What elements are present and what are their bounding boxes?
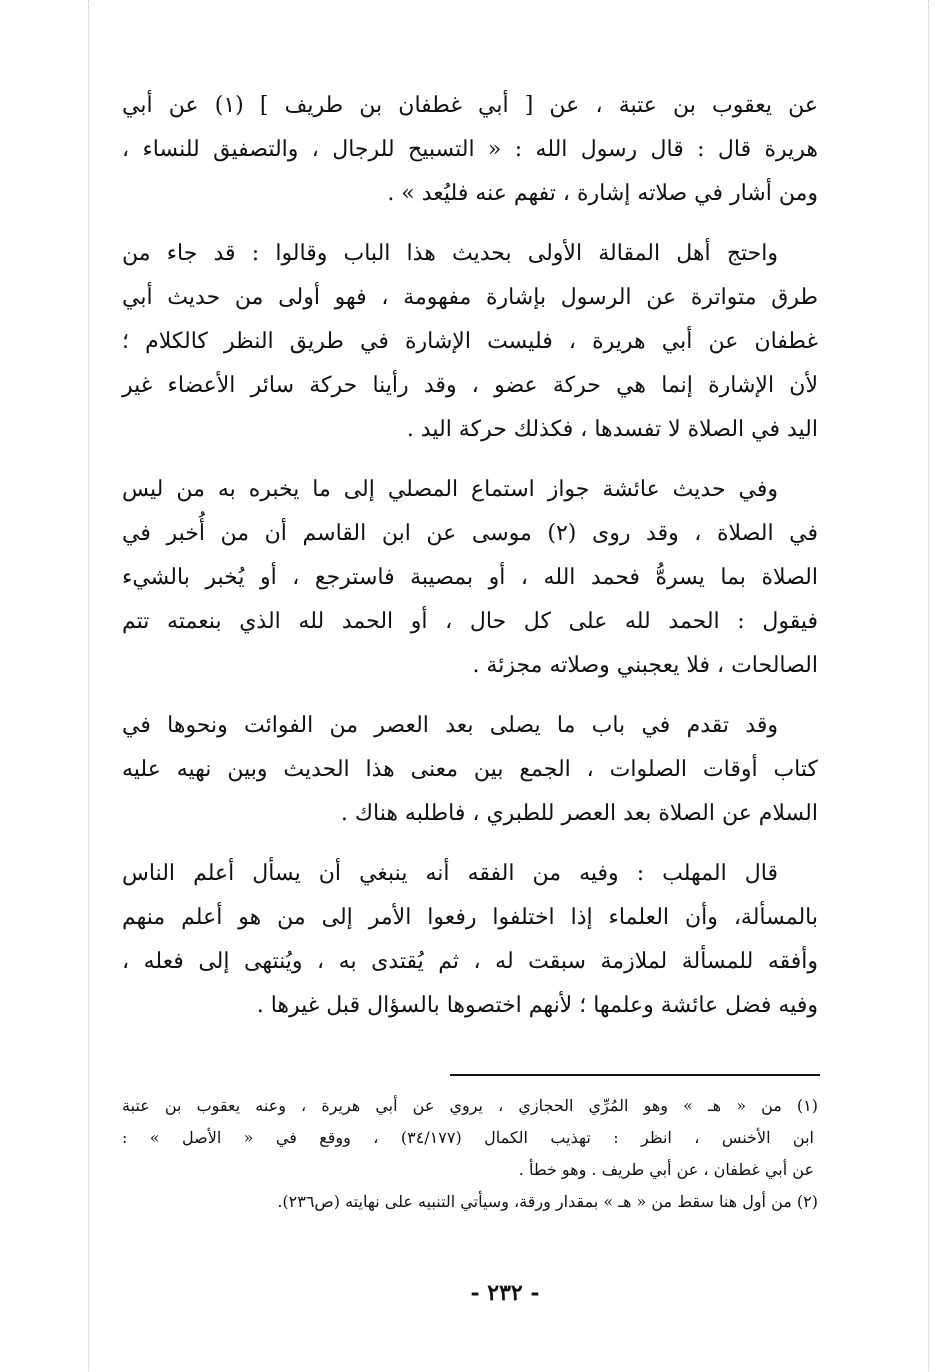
scan-edge-left <box>88 0 89 1372</box>
text-line: السلام عن الصلاة بعد العصر للطبري ، فاطلبه هناك . <box>340 801 818 826</box>
footnote-line: عن أبي غطفان ، عن أبي طريف . وهو خطأ . <box>518 1160 814 1179</box>
paragraph-4 <box>122 704 818 836</box>
text-line: وقد تقدم في باب ما يصلى بعد العصر من الفوائت ونحوها في <box>122 713 778 738</box>
text-line: عن يعقوب بن عتبة ، عن [ أبي غطفان بن طريف ] (١) عن أبي <box>122 93 819 118</box>
text-line: وفيه فضل عائشة وعلمها ؛ لأنهم اختصوها بالسؤال قبل غيرها . <box>256 993 818 1018</box>
text-line: كتاب أوقات الصلوات ، الجمع بين معنى هذا الحديث وبين نهيه عليه <box>122 757 818 782</box>
text-line: بالمسألة، وأن العلماء إذا اختلفوا رفعوا الأمر إلى من هو أعلم منهم <box>122 905 818 930</box>
main-text <box>122 84 818 1044</box>
footnote-divider <box>450 1074 820 1076</box>
footnotes <box>122 1090 818 1218</box>
text-line: غطفان عن أبي هريرة ، فليست الإشارة في طريق النظر كالكلام ؛ <box>122 329 818 354</box>
text-line: هريرة قال : قال رسول الله : « التسبيح للرجال ، والتصفيق للنساء ، <box>122 137 818 162</box>
paragraph-3 <box>122 468 818 688</box>
scan-edge-right <box>928 0 929 1372</box>
text-line: اليد في الصلاة لا تفسدها ، فكذلك حركة اليد . <box>406 417 818 442</box>
text-line: فيقول : الحمد لله على كل حال ، أو الحمد لله الذي بنعمته تتم <box>122 609 818 634</box>
footnote-1 <box>122 1090 818 1186</box>
text-line: قال المهلب : وفيه من الفقه أنه ينبغي أن يسأل أعلم الناس <box>122 861 778 886</box>
page-number: - ٢٣٢ - <box>470 1280 540 1306</box>
text-line: لأن الإشارة إنما هي حركة عضو ، وقد رأينا حركة سائر الأعضاء غير <box>122 373 818 398</box>
footnote-line: (١) من « هـ » وهو المُرِّي الحجازي ، يروي عن أبي هريرة ، وعنه يعقوب بن عتبة <box>122 1096 818 1115</box>
text-line: الصالحات ، فلا يعجبني وصلاته مجزئة . <box>472 653 818 678</box>
text-line: واحتج أهل المقالة الأولى بحديث هذا الباب وقالوا : قد جاء من <box>122 241 778 266</box>
text-line: في الصلاة ، وقد روى (٢) موسى عن ابن القاسم أن من أُخبر في <box>122 521 818 546</box>
footnote-line: (٢) من أول هنا سقط من « هـ » بمقدار ورقة، وسيأتي التنبيه على نهايته (ص٢٣٦). <box>277 1192 818 1211</box>
paragraph-5 <box>122 852 818 1028</box>
text-line: طرق متواترة عن الرسول بإشارة مفهومة ، فهو أولى من حديث أبي <box>122 285 818 310</box>
text-line: الصلاة بما يسرهُّ فحمد الله ، أو بمصيبة فاسترجع ، أو يُخبر بالشيء <box>122 565 818 590</box>
text-line: وأفقه للمسألة لملازمة سبقت له ، ثم يُقتدى به ، ويُنتهى إلى فعله ، <box>122 949 818 974</box>
text-line: ومن أشار في صلاته إشارة ، تفهم عنه فليُعد » . <box>387 181 818 206</box>
paragraph-1 <box>122 84 818 216</box>
footnote-2 <box>122 1186 818 1218</box>
footnote-line: ابن الأخنس ، انظر : تهذيب الكمال (٣٤/١٧٧) ، ووقع في « الأصل » : <box>122 1128 814 1147</box>
text-line: وفي حديث عائشة جواز استماع المصلي إلى ما يخبره به من ليس <box>122 477 778 502</box>
paragraph-2 <box>122 232 818 452</box>
